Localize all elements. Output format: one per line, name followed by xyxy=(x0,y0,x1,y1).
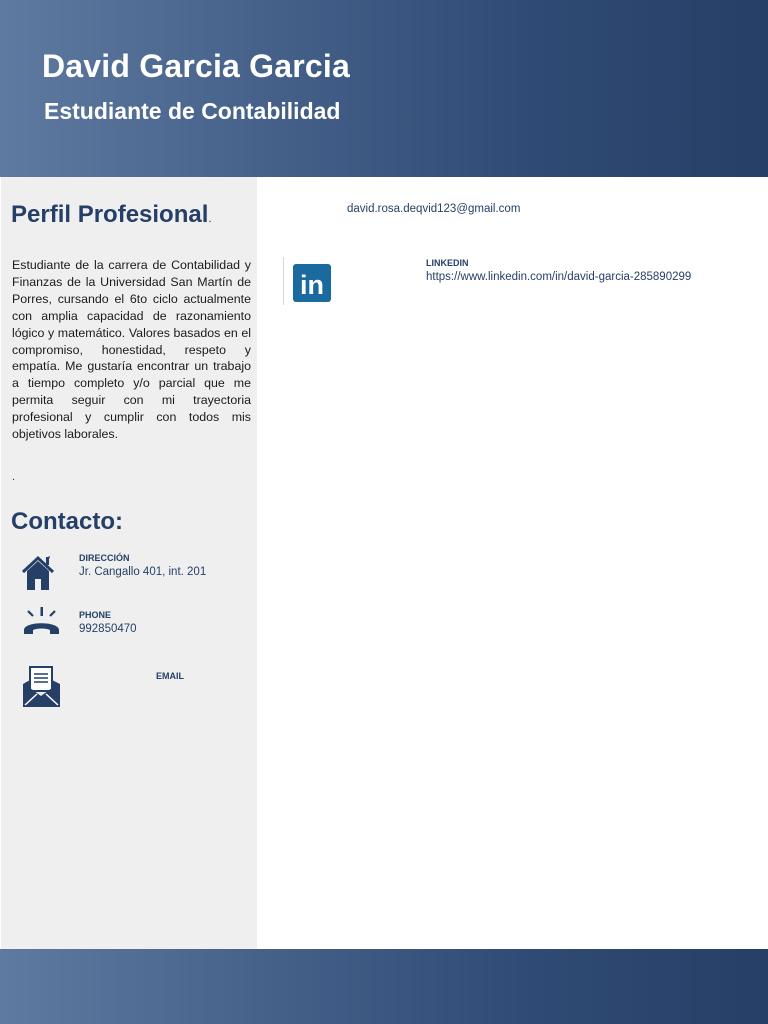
profile-heading-text: Perfil Profesional xyxy=(11,201,209,228)
profile-heading xyxy=(11,201,212,229)
phone-icon xyxy=(22,606,62,643)
address-value: Jr. Cangallo 401, int. 201 xyxy=(79,566,207,578)
profile-heading-dot: . xyxy=(208,211,212,225)
candidate-name: David Garcia Garcia xyxy=(42,48,350,84)
phone-value: 992850470 xyxy=(79,623,137,635)
envelope-icon xyxy=(22,666,62,713)
email-label: EMAIL xyxy=(156,671,184,681)
candidate-role: Estudiante de Contabilidad xyxy=(44,98,341,124)
header-banner xyxy=(0,0,768,177)
contact-heading: Contacto: xyxy=(11,508,123,535)
house-icon xyxy=(21,555,55,596)
profile-summary: Estudiante de la carrera de Contabilidad y Finanzas de la Universidad San Martín de Porres, cursando el 6to ciclo actualmente con amplia capacidad de razonamiento lógico y matemático. Valores basados en el compromiso, honestidad, respeto y empatía. Me gustaría encontrar un trabajo a tiempo completo y/o parcial que me permita seguir con mi trayectoria profesional y cumplir con todos mis objetivos laborales. xyxy=(12,258,251,442)
email-value[interactable]: david.rosa.deqvid123@gmail.com xyxy=(347,203,521,215)
footer-banner xyxy=(0,949,768,1024)
linkedin-icon-text: in xyxy=(300,270,324,300)
stray-dot: . xyxy=(12,471,16,483)
linkedin-divider xyxy=(283,257,284,305)
phone-label: PHONE xyxy=(79,610,112,620)
linkedin-icon[interactable] xyxy=(293,264,331,307)
address-label: DIRECCIÓN xyxy=(79,553,130,563)
linkedin-url[interactable]: https://www.linkedin.com/in/david-garcia-285890299 xyxy=(426,271,692,283)
linkedin-label: LINKEDIN xyxy=(426,258,469,268)
